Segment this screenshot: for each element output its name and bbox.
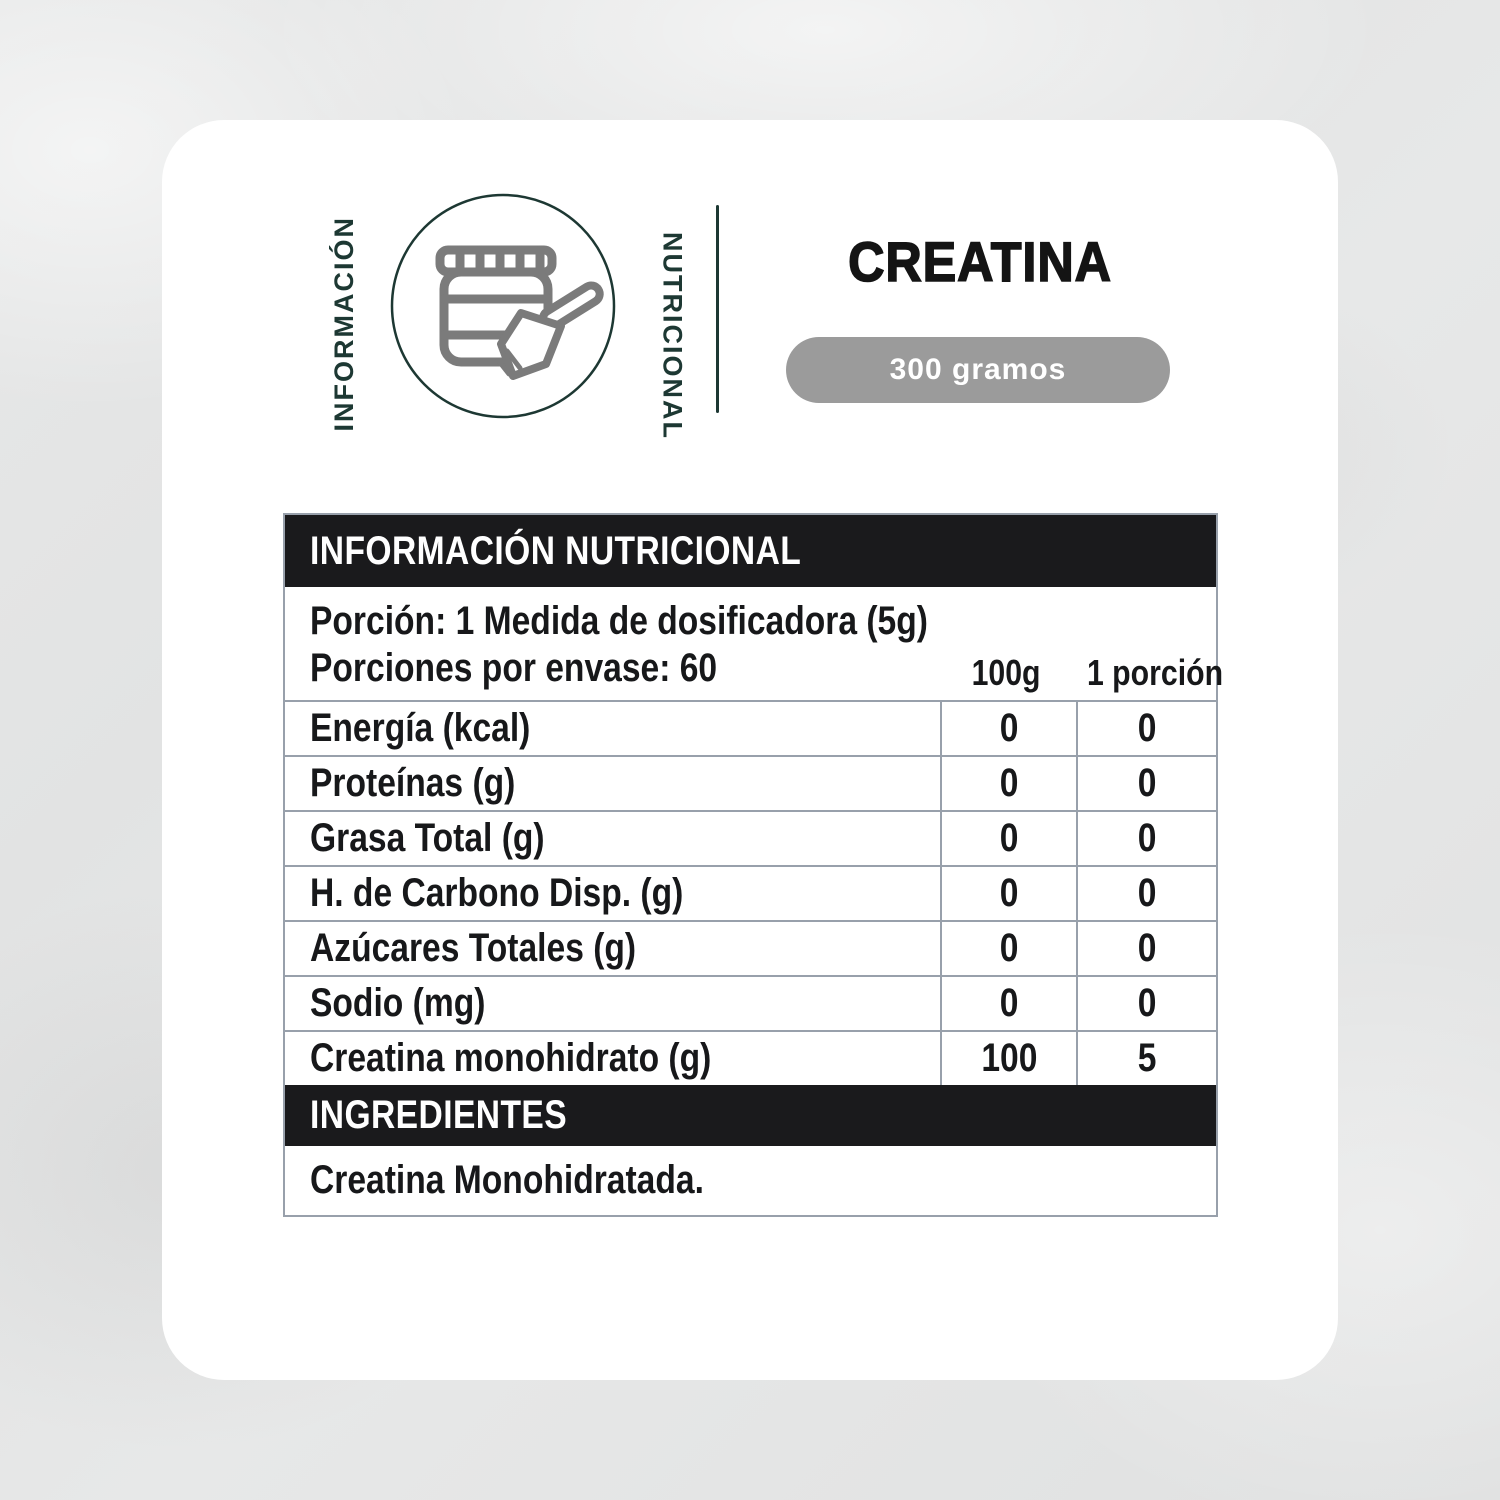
value-100g: 100 xyxy=(940,1032,1076,1085)
vertical-label-nutricional: NUTRICIONAL xyxy=(657,232,688,440)
ingredients-header-label: INGREDIENTES xyxy=(310,1093,568,1137)
row-label: Creatina monohidrato (g) xyxy=(310,1036,712,1080)
value-portion: 0 xyxy=(1076,922,1216,975)
table-row xyxy=(285,702,1216,757)
column-header-100g: 100g xyxy=(971,652,1041,693)
row-label: H. de Carbono Disp. (g) xyxy=(310,871,684,915)
value-portion: 0 xyxy=(1076,702,1216,755)
row-label: Proteínas (g) xyxy=(310,761,516,805)
value-portion: 0 xyxy=(1076,757,1216,810)
value-100g: 0 xyxy=(940,702,1076,755)
value-portion: 0 xyxy=(1076,867,1216,920)
table-row xyxy=(285,812,1216,867)
column-header-portion: 1 porción xyxy=(1086,652,1224,693)
vertical-divider xyxy=(716,205,719,413)
portion-lines xyxy=(310,598,1046,692)
value-portion: 0 xyxy=(1076,812,1216,865)
table-row xyxy=(285,757,1216,812)
portion-line2: Porciones por envase: 60 xyxy=(310,646,718,690)
value-100g: 0 xyxy=(940,812,1076,865)
creatine-jar-icon xyxy=(389,192,617,420)
row-label: Azúcares Totales (g) xyxy=(310,926,637,970)
portion-section xyxy=(285,587,1224,702)
weight-badge xyxy=(786,337,1170,403)
table-header-bar xyxy=(285,515,1216,587)
table-row xyxy=(285,977,1216,1032)
ingredients-header-bar xyxy=(285,1085,1216,1146)
table-row xyxy=(285,1032,1216,1085)
weight-badge-label: 300 gramos xyxy=(889,353,1067,386)
vertical-label-informacion: INFORMACIÓN xyxy=(329,216,359,432)
portion-line1: Porción: 1 Medida de dosificadora (5g) xyxy=(310,599,928,643)
table-row xyxy=(285,867,1216,922)
product-title: CREATINA xyxy=(848,230,1112,293)
value-100g: 0 xyxy=(940,867,1076,920)
value-100g: 0 xyxy=(940,757,1076,810)
value-100g: 0 xyxy=(940,977,1076,1030)
row-label: Grasa Total (g) xyxy=(310,816,545,860)
ingredients-text: Creatina Monohidratada. xyxy=(310,1158,704,1202)
table-header-label: INFORMACIÓN NUTRICIONAL xyxy=(310,528,802,573)
label-card xyxy=(162,120,1338,1380)
value-100g: 0 xyxy=(940,922,1076,975)
value-portion: 5 xyxy=(1076,1032,1216,1085)
table-row xyxy=(285,922,1216,977)
row-label: Sodio (mg) xyxy=(310,981,486,1025)
row-label: Energía (kcal) xyxy=(310,706,531,750)
value-portion: 0 xyxy=(1076,977,1216,1030)
nutrition-table xyxy=(283,513,1224,1217)
table-rows xyxy=(285,702,1216,1085)
